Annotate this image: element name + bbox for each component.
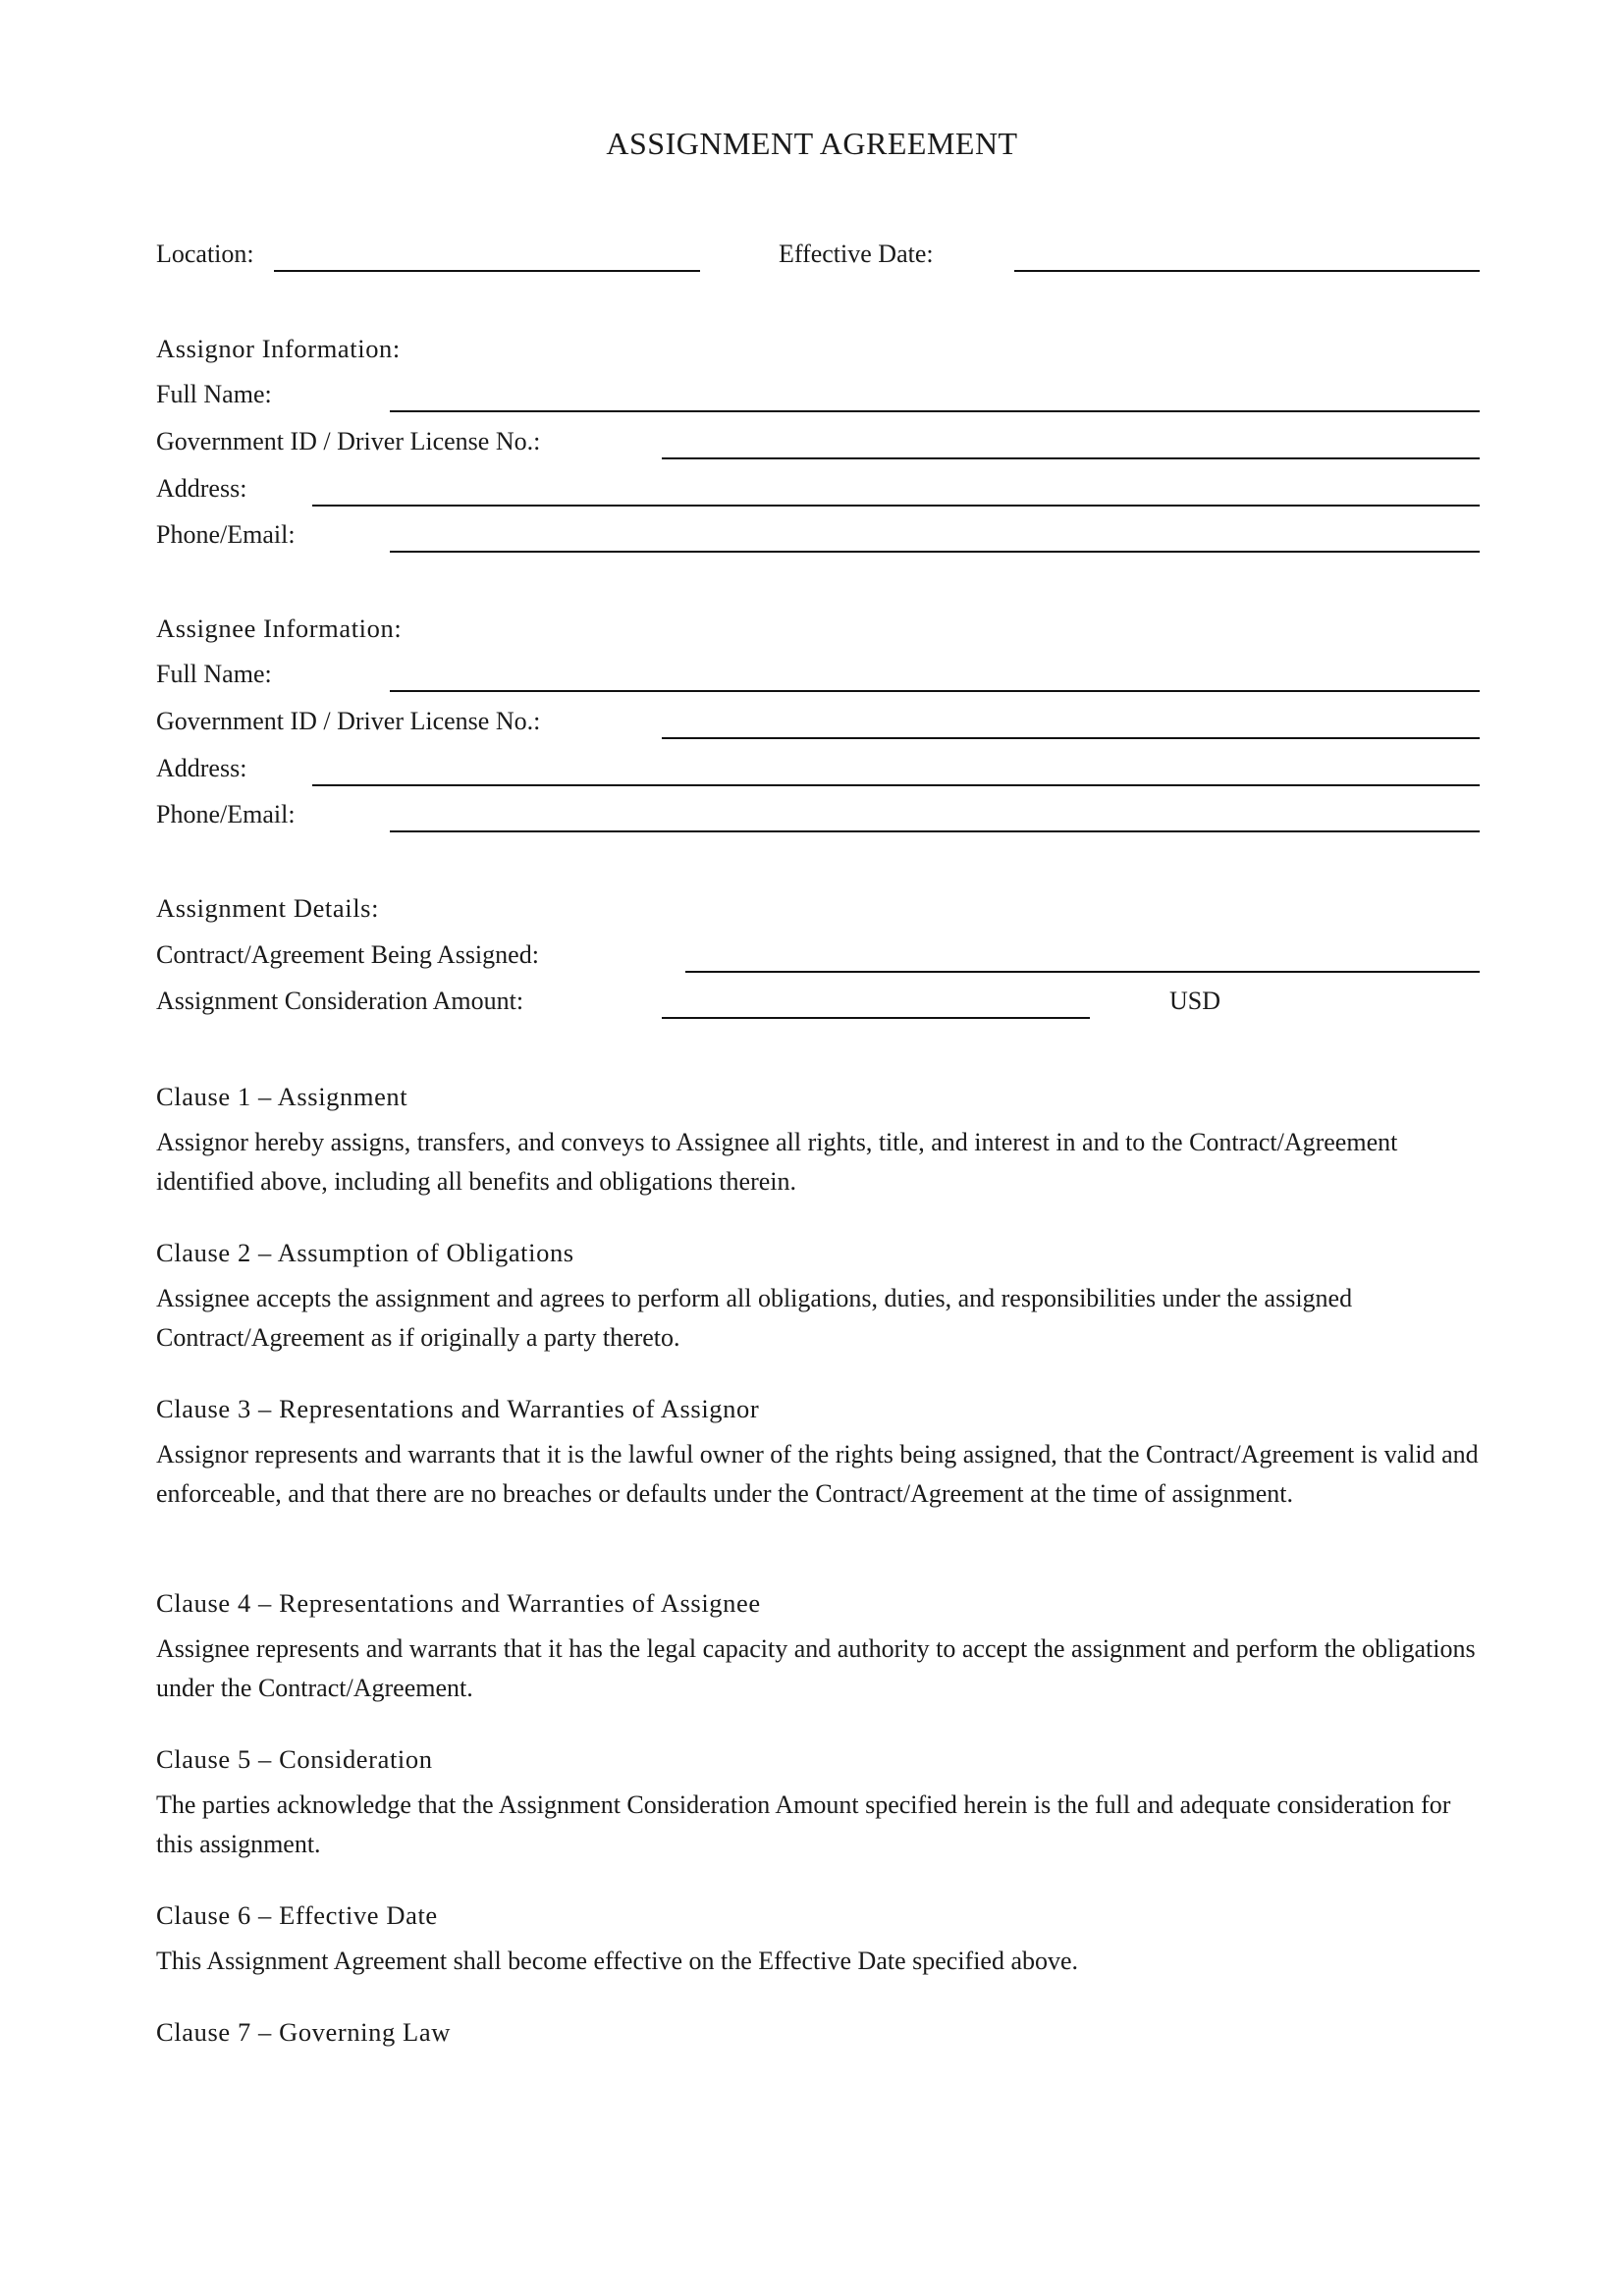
- assignee-phone-email-label: Phone/Email:: [156, 800, 296, 828]
- clause-5-body: The parties acknowledge that the Assignment Consideration Amount specified herein is the full and adequate consideration for this assignment.: [156, 1790, 1451, 1858]
- clause-6-body: This Assignment Agreement shall become effective on the Effective Date specified above.: [156, 1947, 1079, 1975]
- effective-date-label: Effective Date:: [779, 240, 934, 268]
- contract-field[interactable]: [685, 971, 1480, 973]
- assignor-full-name-label: Full Name:: [156, 380, 272, 408]
- assignor-address-field[interactable]: [312, 505, 1480, 507]
- clause-3-body: Assignor represents and warrants that it is the lawful owner of the rights being assigned, that the Contract/Agreement is valid and enforceable, and that there are no breaches or defaults under the Contract/Agreement at the time of assignment.: [156, 1440, 1479, 1508]
- assignor-phone-email-label: Phone/Email:: [156, 520, 296, 549]
- assignee-gov-id-label: Government ID / Driver License No.:: [156, 707, 541, 735]
- assignor-full-name-field[interactable]: [390, 410, 1480, 412]
- clause-4-body: Assignee represents and warrants that it has the legal capacity and authority to accept the assignment and perform the obligations under the Contract/Agreement.: [156, 1634, 1476, 1702]
- assignee-gov-id-field[interactable]: [662, 737, 1480, 739]
- clause-2-body: Assignee accepts the assignment and agrees to perform all obligations, duties, and responsibilities under the assigned Contract/Agreement as if originally a party thereto.: [156, 1284, 1353, 1352]
- clause-2-heading: Clause 2 – Assumption of Obligations: [156, 1238, 574, 1267]
- location-label: Location:: [156, 240, 254, 268]
- assignment-details-heading: Assignment Details:: [156, 893, 380, 923]
- document-title: ASSIGNMENT AGREEMENT: [606, 126, 1018, 161]
- amount-label: Assignment Consideration Amount:: [156, 987, 524, 1015]
- assignee-full-name-field[interactable]: [390, 690, 1480, 692]
- amount-field[interactable]: [662, 1017, 1090, 1019]
- assignor-gov-id-label: Government ID / Driver License No.:: [156, 427, 541, 455]
- clause-4-heading: Clause 4 – Representations and Warranties of Assignee: [156, 1588, 761, 1618]
- clause-6-heading: Clause 6 – Effective Date: [156, 1900, 438, 1930]
- assignor-address-label: Address:: [156, 474, 247, 503]
- clause-1-body: Assignor hereby assigns, transfers, and conveys to Assignee all rights, title, and interest in and to the Contract/Agreement identified above, including all benefits and obligations therein.: [156, 1128, 1398, 1196]
- location-field[interactable]: [274, 270, 700, 272]
- currency-label: USD: [1169, 987, 1221, 1015]
- assignor-phone-email-field[interactable]: [390, 551, 1480, 553]
- assignor-heading: Assignor Information:: [156, 334, 401, 363]
- clause-1-heading: Clause 1 – Assignment: [156, 1082, 408, 1111]
- clause-7-heading: Clause 7 – Governing Law: [156, 2017, 451, 2047]
- effective-date-field[interactable]: [1014, 270, 1480, 272]
- clause-3-heading: Clause 3 – Representations and Warranties of Assignor: [156, 1394, 760, 1423]
- assignor-gov-id-field[interactable]: [662, 457, 1480, 459]
- assignee-address-label: Address:: [156, 754, 247, 782]
- assignee-full-name-label: Full Name:: [156, 660, 272, 688]
- contract-label: Contract/Agreement Being Assigned:: [156, 940, 539, 969]
- assignee-heading: Assignee Information:: [156, 614, 403, 643]
- assignee-phone-email-field[interactable]: [390, 830, 1480, 832]
- clause-5-heading: Clause 5 – Consideration: [156, 1744, 433, 1774]
- assignee-address-field[interactable]: [312, 784, 1480, 786]
